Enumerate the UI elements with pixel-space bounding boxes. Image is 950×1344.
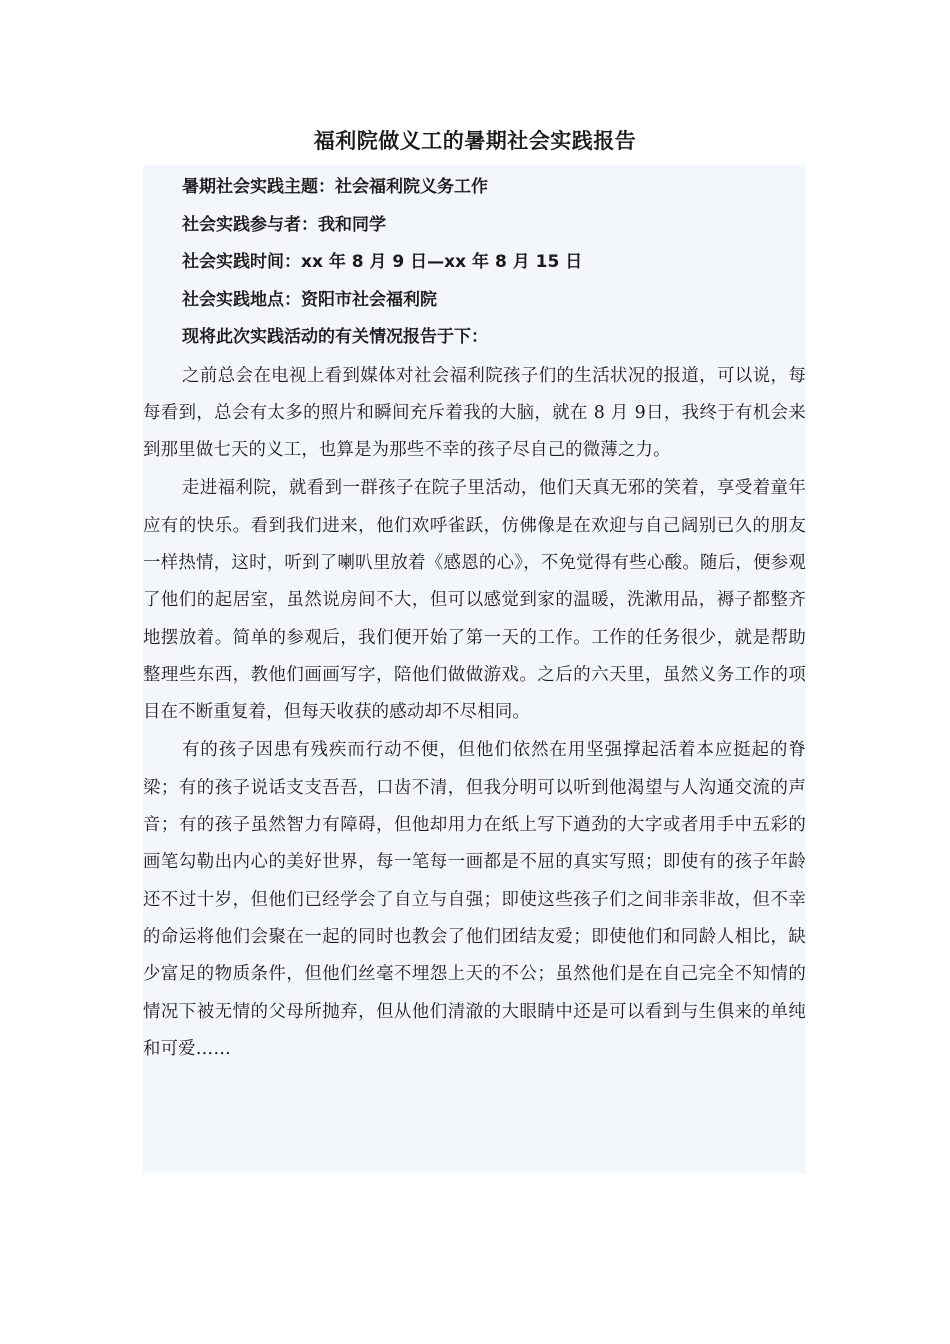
meta-time: 社会实践时间：xx 年 8 月 9 日—xx 年 8 月 15 日 — [182, 252, 583, 272]
paragraph-2: 走进福利院，就看到一群孩子在院子里活动，他们天真无邪的笑着，享受着童年应有的快乐。看到我们进来，他们欢呼雀跃，仿佛像是在欢迎与自己阔别已久的朋友一样热情，这时，听到了喇叭里放着《感恩的心》，不免觉得有些心酸。随后，便参观了他们的起居室，虽然说房间不大，但可以感觉到家的温暖，洗漱用品，褥子都整齐地摆放着。简单的参观后，我们便开始了第一天的工作。工作的任务很少，就是帮助整理些东西，教他们画画写字，陪他们做做游戏。之后的六天里，虽然义务工作的项目在不断重复着，但每天收获的感动却不尽相同。 — [143, 478, 806, 723]
document-body — [143, 165, 806, 1173]
meta-intro: 现将此次实践活动的有关情况报告于下： — [182, 327, 488, 347]
document-title: 福利院做义工的暑期社会实践报告 — [313, 129, 637, 153]
paragraph-3: 有的孩子因患有残疾而行动不便，但他们依然在用坚强撑起活着本应挺起的脊梁；有的孩子说话支支吾吾，口齿不清，但我分明可以听到他渴望与人沟通交流的声音；有的孩子虽然智力有障碍，但他却用力在纸上写下遒劲的大字或者用手中五彩的画笔勾勒出内心的美好世界，每一笔每一画都是不屈的真实写照；即使有的孩子年龄还不过十岁，但他们已经学会了自立与自强；即使这些孩子们之间非亲非故，但不幸的命运将他们会聚在一起的同时也教会了他们团结友爱；即使他们和同龄人相比，缺少富足的物质条件，但他们丝毫不埋怨上天的不公；虽然他们是在自己完全不知情的情况下被无情的父母所抛弃，但从他们清澈的大眼睛中还是可以看到与生俱来的单纯和可爱…… — [143, 740, 806, 1059]
meta-topic: 暑期社会实践主题：社会福利院义务工作 — [182, 177, 488, 197]
paragraph-1: 之前总会在电视上看到媒体对社会福利院孩子们的生活状况的报道，可以说，每每看到，总会有太多的照片和瞬间充斥着我的大脑，就在 8 月 9日，我终于有机会来到那里做七天的义工，也算是为那些不幸的孩子尽自己的微薄之力。 — [143, 365, 806, 461]
meta-participants: 社会实践参与者：我和同学 — [182, 214, 386, 235]
meta-location: 社会实践地点：资阳市社会福利院 — [182, 289, 437, 310]
